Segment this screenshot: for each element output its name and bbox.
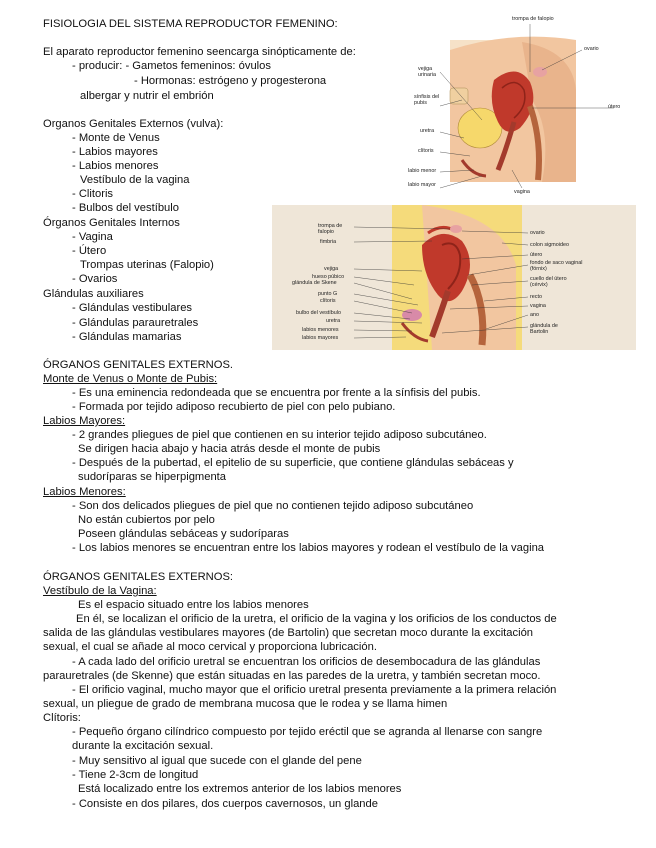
paragraph-line: - Después de la pubertad, el epitelio de su superficie, que contiene glándulas sebáceas y xyxy=(72,457,514,469)
label-right-fornix: fondo de saco vaginal (fórnix) xyxy=(530,260,583,272)
list-item: - Glándulas mamarias xyxy=(72,331,182,343)
intro-line-1: El aparato reproductor femenino seencarga sinópticamente de: xyxy=(43,46,356,58)
paragraph-line: durante la excitación sexual. xyxy=(72,740,214,752)
anatomy-figure-sagittal xyxy=(402,10,624,196)
label-right-recto: recto xyxy=(530,294,542,300)
label-vagina: vagina xyxy=(514,189,530,195)
label-right-utero: útero xyxy=(530,252,543,258)
paragraph-line: sudoríparas se hiperpigmenta xyxy=(78,471,227,483)
subsection-heading: Vestíbulo de la Vagina: xyxy=(43,585,157,597)
label-labio-mayor: labio mayor xyxy=(408,182,436,188)
label-right-colon: colon sigmoideo xyxy=(530,242,569,248)
paragraph-line: salida de las glándulas vestibulares mayores (de Bartolin) que secretan moco durante la excitación xyxy=(43,627,534,639)
paragraph-line: Es el espacio situado entre los labios menores xyxy=(78,599,309,611)
subsection-heading: Monte de Venus o Monte de Pubis: xyxy=(43,373,218,385)
paragraph-line: - 2 grandes pliegues de piel que contienen en su interior tejido adiposo subcutáneo. xyxy=(72,429,487,441)
subsection-heading: Labios Menores: xyxy=(43,486,126,498)
list-item: - Ovarios xyxy=(72,273,118,285)
paragraph-line: En él, se localizan el orificio de la uretra, el orificio de la vagina y los orificios de los conductos de xyxy=(76,613,557,625)
label-right-ovario: ovario xyxy=(530,230,545,236)
label-right-cervix: cuello del útero (cérvix) xyxy=(530,276,567,288)
label-vejiga: vejiga urinaria xyxy=(418,66,436,78)
label-right-ano: ano xyxy=(530,312,539,318)
list-item: - Útero xyxy=(72,245,107,257)
paragraph-line: sexual, un pliegue de grado de membrana mucosa que le rodea y se llama himen xyxy=(43,698,448,710)
label-labio-menor: labio menor xyxy=(408,168,437,174)
label-right-vagina: vagina xyxy=(530,303,546,309)
intro-line-2: - producir: - Gametos femeninos: óvulos xyxy=(72,60,271,72)
paragraph-line: parauretrales (de Skenne) que están situadas en las paredes de la uretra, y también secretan moco. xyxy=(43,670,541,682)
label-left-menores: labios menores xyxy=(302,327,339,333)
section-heading: ÓRGANOS GENITALES EXTERNOS: xyxy=(43,571,234,583)
internal-organs-heading: Órganos Genitales Internos xyxy=(43,217,180,229)
paragraph-line: - Muy sensitivo al igual que sucede con el glande del pene xyxy=(72,755,362,767)
label-trompa: trompa de falopio xyxy=(512,16,554,22)
external-organs-heading: Organos Genitales Externos (vulva): xyxy=(43,118,224,130)
list-item: - Clitoris xyxy=(72,188,114,200)
page-title: FISIOLOGIA DEL SISTEMA REPRODUCTOR FEMENINO: xyxy=(43,18,338,30)
subsection-heading: Labios Mayores: xyxy=(43,415,126,427)
label-right-bartolin: glándula de Bartolin xyxy=(530,323,558,335)
label-utero: útero xyxy=(608,104,621,110)
paragraph-line: - El orificio vaginal, mucho mayor que el orificio uretral presenta previamente a la primera relación xyxy=(72,684,557,696)
label-left-hueso: hueso púbico xyxy=(312,274,345,280)
list-item: - Bulbos del vestíbulo xyxy=(72,202,179,214)
subsection-heading: Clítoris: xyxy=(43,712,81,724)
list-item: - Glándulas vestibulares xyxy=(72,302,193,314)
label-clitoris: clítoris xyxy=(418,148,434,154)
paragraph-line: No están cubiertos por pelo xyxy=(78,514,215,526)
list-item: - Labios menores xyxy=(72,160,159,172)
paragraph-line: Está localizado entre los extremos anterior de los labios menores xyxy=(78,783,402,795)
label-left-trompa: trompa de falopio xyxy=(318,223,343,235)
paragraph-line: - Los labios menores se encuentran entre los labios mayores y rodean el vestíbulo de la vagina xyxy=(72,542,545,554)
anatomy-figure-labeled xyxy=(272,205,636,350)
list-item: Trompas uterinas (Falopio) xyxy=(80,259,214,271)
label-left-mayores: labios mayores xyxy=(302,335,339,341)
paragraph-line: - Son dos delicados pliegues de piel que no contienen tejido adiposo subcutáneo xyxy=(72,500,474,512)
paragraph-line: Se dirigen hacia abajo y hacia atrás desde el monte de pubis xyxy=(78,443,381,455)
list-item: - Vagina xyxy=(72,231,113,243)
label-left-vejiga: vejiga xyxy=(324,266,339,272)
label-ovario: ovario xyxy=(584,46,599,52)
label-left-skene: glándula de Skene xyxy=(292,280,337,286)
section-heading: ÓRGANOS GENITALES EXTERNOS. xyxy=(43,359,234,371)
label-uretra: uretra xyxy=(420,128,435,134)
label-left-fimbria: fimbria xyxy=(320,239,337,245)
paragraph-line: - Formada por tejido adiposo recubierto de piel con pelo pubiano. xyxy=(72,401,396,413)
paragraph-line: - Es una eminencia redondeada que se encuentra por frente a la sínfisis del pubis. xyxy=(72,387,481,399)
paragraph-line: Poseen glándulas sebáceas y sudoríparas xyxy=(78,528,289,540)
list-item: - Glándulas parauretrales xyxy=(72,317,199,329)
list-item: Vestíbulo de la vagina xyxy=(80,174,190,186)
label-sinfisis: sínfisis del pubis xyxy=(414,94,440,106)
intro-line-4: albergar y nutrir el embrión xyxy=(80,90,214,102)
list-item: - Labios mayores xyxy=(72,146,158,158)
paragraph-line: - Pequeño órgano cilíndrico compuesto por tejido eréctil que se agranda al llenarse con sangre xyxy=(72,726,543,738)
paragraph-line: - Tiene 2-3cm de longitud xyxy=(72,769,199,781)
label-left-puntog: punto G xyxy=(318,291,338,297)
label-left-clitoris: clítoris xyxy=(320,298,336,304)
intro-line-3: - Hormonas: estrógeno y progesterona xyxy=(134,75,327,87)
label-left-bulbo: bulbo del vestíbulo xyxy=(296,310,341,316)
paragraph-line: - A cada lado del orificio uretral se encuentran los orificios de desembocadura de las glándulas xyxy=(72,656,541,668)
aux-glands-heading: Glándulas auxiliares xyxy=(43,288,144,300)
list-item: - Monte de Venus xyxy=(72,132,160,144)
paragraph-line: sexual, el cual se añade al moco cervical y proporciona lubricación. xyxy=(43,641,377,653)
paragraph-line: - Consiste en dos pilares, dos cuerpos cavernosos, un glande xyxy=(72,798,378,810)
label-left-uretra: uretra xyxy=(326,318,341,324)
